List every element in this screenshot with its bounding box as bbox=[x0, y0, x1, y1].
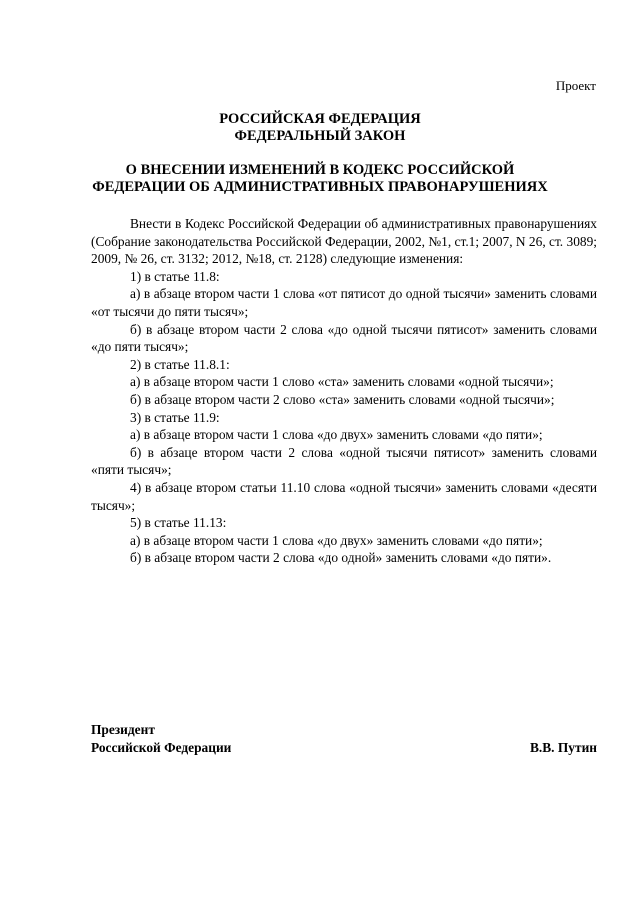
signature-title-line-2: Российской Федерации bbox=[91, 740, 232, 755]
paragraph-item: б) в абзаце втором части 2 слова «до одной» заменить словами «до пяти». bbox=[130, 550, 552, 566]
document-title bbox=[0, 162, 640, 196]
draft-stamp: Проект bbox=[555, 78, 596, 93]
paragraph-intro: Внести в Кодекс Российской Федерации об административных правонарушениях (Собрание законодательства Российской Федерации, 2002, №1, ст.1; 2007, N 26, ст. 3089; 2009, № 26, ст. 3132; 2012, №18, ст. 2128) следующие изменения: bbox=[91, 216, 597, 267]
paragraph-item: 5) в статье 11.13: bbox=[130, 515, 227, 531]
paragraph-item: б) в абзаце втором части 2 слово «ста» заменить словами «одной тысячи»; bbox=[130, 391, 555, 407]
signature-title-line-1: Президент bbox=[91, 722, 155, 737]
paragraph-item: б) в абзаце втором части 2 слова «до одной тысячи пятисот» заменить словами «до пяти тысяч»; bbox=[91, 321, 597, 355]
title-line-2: ФЕДЕРАЦИИ ОБ АДМИНИСТРАТИВНЫХ ПРАВОНАРУШЕНИЯХ bbox=[92, 179, 548, 195]
paragraph-item: 4) в абзаце втором статьи 11.10 слова «одной тысячи» заменить словами «десяти тысяч»; bbox=[91, 479, 597, 513]
title-line-1: О ВНЕСЕНИИ ИЗМЕНЕНИЙ В КОДЕКС РОССИЙСКОЙ bbox=[125, 162, 515, 178]
paragraph-item: а) в абзаце втором части 1 слово «ста» заменить словами «одной тысячи»; bbox=[130, 374, 554, 390]
paragraph-item: б) в абзаце втором части 2 слова «одной тысячи пятисот» заменить словами «пяти тысяч»; bbox=[91, 444, 597, 478]
document-body bbox=[91, 215, 597, 567]
document-header bbox=[0, 111, 640, 145]
paragraph-item: 1) в статье 11.8: bbox=[130, 268, 220, 284]
signatory-name: В.В. Путин bbox=[529, 740, 597, 755]
paragraph-item: 2) в статье 11.8.1: bbox=[130, 356, 230, 372]
header-country: РОССИЙСКАЯ ФЕДЕРАЦИЯ bbox=[219, 111, 421, 127]
paragraph-item: 3) в статье 11.9: bbox=[130, 409, 220, 425]
signature-block bbox=[91, 721, 597, 757]
header-law-type: ФЕДЕРАЛЬНЫЙ ЗАКОН bbox=[234, 128, 406, 144]
paragraph-item: а) в абзаце втором части 1 слова «до двух» заменить словами «до пяти»; bbox=[130, 427, 543, 443]
signature-row bbox=[91, 739, 597, 757]
paragraph-item: а) в абзаце втором части 1 слова «до двух» заменить словами «до пяти»; bbox=[130, 532, 543, 548]
paragraph-item: а) в абзаце втором части 1 слова «от пятисот до одной тысячи» заменить словами «от тысячи до пяти тысяч»; bbox=[91, 286, 597, 319]
